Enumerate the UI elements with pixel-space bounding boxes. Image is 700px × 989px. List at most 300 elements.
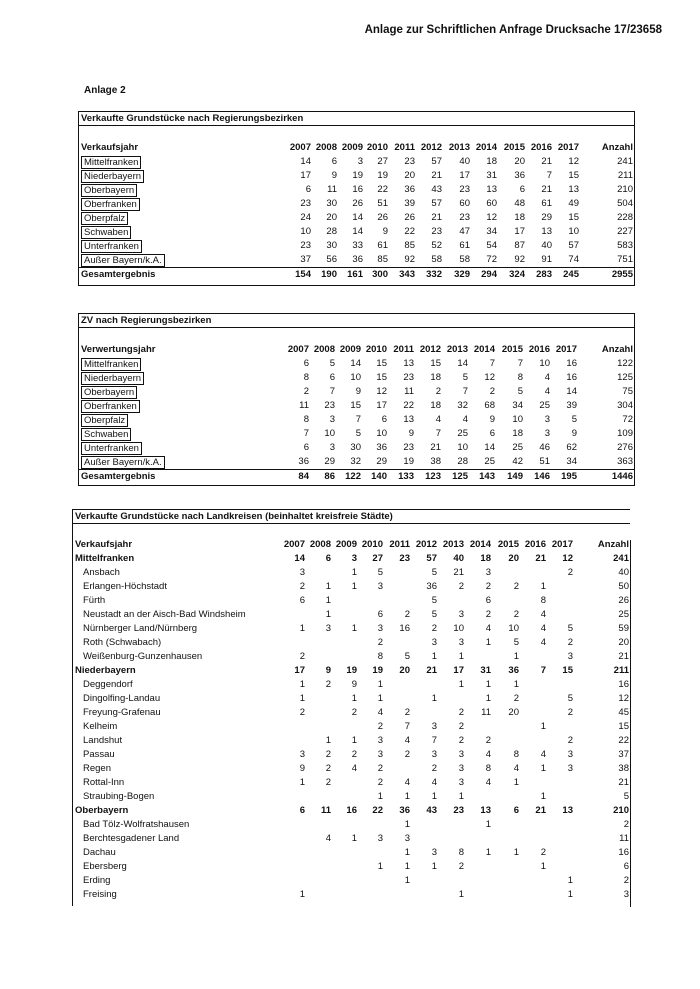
value-cell: 3	[458, 777, 464, 788]
value-cell: 2	[377, 763, 383, 774]
total-header: Anzahl	[601, 142, 633, 153]
value-cell: 14	[484, 442, 495, 453]
value-cell: 18	[480, 553, 491, 564]
value-cell: 1	[513, 777, 519, 788]
value-cell: 23	[404, 156, 415, 167]
value-cell: 25	[512, 442, 523, 453]
value-cell: 154	[295, 269, 311, 280]
value-cell: 329	[454, 269, 470, 280]
value-cell: 18	[486, 156, 497, 167]
value-cell: 20	[508, 553, 519, 564]
value-cell: 17	[294, 665, 305, 676]
value-cell: 39	[566, 400, 577, 411]
table-row	[79, 413, 634, 427]
value-cell: 15	[430, 358, 441, 369]
table-row	[79, 371, 634, 385]
row-label: Oberbayern	[81, 386, 137, 399]
year-header: 2016	[524, 539, 546, 550]
value-cell: 10	[300, 226, 311, 237]
value-cell: 11	[299, 400, 309, 411]
value-cell: 46	[539, 442, 550, 453]
value-cell: 1	[431, 693, 437, 704]
value-cell: 4	[404, 735, 410, 746]
value-cell: 149	[507, 471, 523, 482]
year-header: 2013	[448, 142, 470, 153]
value-cell: 3	[377, 581, 383, 592]
value-cell: 1	[404, 819, 410, 830]
value-cell: 343	[399, 269, 415, 280]
value-cell: 3	[299, 567, 305, 578]
value-cell: 2	[458, 707, 464, 718]
value-cell: 1	[351, 833, 357, 844]
value-cell: 9	[331, 170, 337, 181]
value-cell: 14	[350, 358, 361, 369]
value-cell: 18	[430, 372, 441, 383]
year-header: 2017	[551, 539, 573, 550]
year-header: 2011	[393, 344, 414, 355]
value-cell: 34	[566, 456, 577, 467]
total-cell: 228	[617, 212, 633, 223]
value-cell: 2	[351, 749, 357, 760]
value-cell: 16	[346, 805, 357, 816]
row-label: Kelheim	[83, 721, 118, 732]
total-cell: 12	[618, 693, 629, 704]
value-cell: 20	[326, 212, 337, 223]
row-label: Regen	[83, 763, 111, 774]
value-cell: 43	[426, 805, 437, 816]
value-cell: 32	[457, 400, 468, 411]
total-cell: 21	[618, 651, 629, 662]
value-cell: 300	[372, 269, 388, 280]
value-cell: 57	[426, 553, 437, 564]
table-row	[73, 552, 630, 566]
value-cell: 36	[426, 581, 437, 592]
value-cell: 38	[430, 456, 441, 467]
row-label: Schwaben	[81, 428, 131, 441]
row-label: Ebersberg	[83, 861, 127, 872]
value-cell: 3	[377, 749, 383, 760]
value-cell: 20	[514, 156, 525, 167]
value-cell: 60	[486, 198, 497, 209]
value-cell: 19	[377, 170, 388, 181]
value-cell: 57	[431, 156, 442, 167]
total-cell: 125	[617, 372, 633, 383]
value-cell: 3	[299, 749, 305, 760]
value-cell: 1	[404, 875, 410, 886]
value-cell: 1	[485, 637, 491, 648]
value-cell: 3	[431, 637, 437, 648]
value-cell: 3	[325, 623, 331, 634]
value-cell: 25	[457, 428, 468, 439]
spacer	[79, 328, 634, 343]
total-cell: 122	[617, 358, 633, 369]
total-cell: 2	[623, 819, 629, 830]
value-cell: 324	[509, 269, 525, 280]
value-cell: 10	[376, 428, 387, 439]
table-row	[79, 197, 634, 211]
row-label: Oberbayern	[75, 805, 129, 816]
value-cell: 7	[517, 358, 523, 369]
value-cell: 1	[431, 861, 437, 872]
total-cell: 25	[618, 609, 629, 620]
value-cell: 34	[486, 226, 497, 237]
year-header: 2014	[469, 539, 491, 550]
value-cell: 15	[350, 400, 361, 411]
value-cell: 2	[351, 707, 357, 718]
value-cell: 1	[404, 847, 410, 858]
value-cell: 34	[512, 400, 523, 411]
row-label: Niederbayern	[75, 665, 136, 676]
value-cell: 9	[299, 763, 305, 774]
table-row	[73, 776, 630, 790]
value-cell: 5	[571, 414, 577, 425]
row-label: Außer Bayern/k.A.	[81, 456, 165, 469]
value-cell: 6	[299, 805, 305, 816]
value-cell: 13	[541, 226, 552, 237]
value-cell: 161	[347, 269, 363, 280]
value-cell: 5	[431, 609, 437, 620]
value-cell: 27	[377, 156, 388, 167]
value-cell: 56	[326, 254, 337, 265]
value-cell: 1	[351, 567, 357, 578]
value-cell: 3	[377, 833, 383, 844]
table-row	[73, 734, 630, 748]
value-cell: 40	[459, 156, 470, 167]
row-label: Außer Bayern/k.A.	[81, 254, 165, 267]
value-cell: 294	[481, 269, 497, 280]
value-cell: 36	[352, 254, 363, 265]
value-cell: 6	[325, 553, 331, 564]
year-header: 2009	[335, 539, 357, 550]
value-cell: 1	[299, 693, 305, 704]
value-cell: 17	[300, 170, 311, 181]
value-cell: 10	[568, 226, 579, 237]
table-row	[73, 818, 630, 832]
value-cell: 146	[534, 471, 550, 482]
value-cell: 13	[486, 184, 497, 195]
row-label: Ansbach	[83, 567, 120, 578]
table-row	[79, 155, 634, 169]
total-cell: 2955	[611, 269, 633, 280]
value-cell: 3	[567, 763, 573, 774]
table-row	[73, 860, 630, 874]
table-row	[79, 253, 634, 267]
value-cell: 30	[326, 240, 337, 251]
value-cell: 3	[377, 735, 383, 746]
row-label: Neustadt an der Aisch-Bad Windsheim	[83, 609, 246, 620]
value-cell: 4	[431, 777, 437, 788]
value-cell: 1	[540, 791, 546, 802]
total-cell: 72	[622, 414, 633, 425]
value-cell: 2	[299, 581, 305, 592]
total-cell: 751	[617, 254, 633, 265]
value-cell: 17	[453, 665, 464, 676]
total-cell: 21	[618, 777, 629, 788]
attachment-label: Anlage 2	[84, 85, 126, 96]
value-cell: 86	[324, 471, 335, 482]
row-header-label: Verwertungsjahr	[81, 344, 156, 355]
value-cell: 2	[299, 707, 305, 718]
value-cell: 36	[298, 456, 309, 467]
value-cell: 36	[508, 665, 519, 676]
value-cell: 23	[403, 442, 414, 453]
value-cell: 1	[431, 791, 437, 802]
value-cell: 4	[325, 833, 331, 844]
value-cell: 23	[403, 372, 414, 383]
value-cell: 51	[539, 456, 550, 467]
table-row	[73, 762, 630, 776]
value-cell: 13	[403, 414, 414, 425]
value-cell: 25	[539, 400, 550, 411]
total-cell: 6	[623, 861, 629, 872]
value-cell: 18	[514, 212, 525, 223]
year-header: 2012	[420, 142, 442, 153]
value-cell: 8	[485, 763, 491, 774]
value-cell: 24	[300, 212, 311, 223]
value-cell: 2	[325, 763, 331, 774]
row-label: Nürnberger Land/Nürnberg	[83, 623, 198, 634]
value-cell: 1	[431, 651, 437, 662]
value-cell: 1	[567, 889, 573, 900]
value-cell: 21	[541, 184, 552, 195]
value-cell: 26	[404, 212, 415, 223]
value-cell: 8	[517, 372, 523, 383]
total-cell: 59	[618, 623, 629, 634]
value-cell: 22	[377, 184, 388, 195]
table-row	[73, 650, 630, 664]
value-cell: 36	[514, 170, 525, 181]
row-label: Freyung-Grafenau	[83, 707, 161, 718]
value-cell: 7	[489, 358, 495, 369]
value-cell: 6	[381, 414, 387, 425]
total-cell: 304	[617, 400, 633, 411]
value-cell: 5	[431, 595, 437, 606]
value-cell: 23	[459, 184, 470, 195]
value-cell: 4	[404, 777, 410, 788]
total-cell: 15	[618, 721, 629, 732]
value-cell: 4	[544, 386, 550, 397]
value-cell: 8	[513, 749, 519, 760]
value-cell: 14	[566, 386, 577, 397]
value-cell: 21	[431, 212, 442, 223]
value-cell: 6	[299, 595, 305, 606]
value-cell: 4	[462, 414, 468, 425]
table-row	[73, 664, 630, 678]
value-cell: 2	[485, 609, 491, 620]
table-row	[73, 594, 630, 608]
value-cell: 7	[355, 414, 361, 425]
value-cell: 2	[513, 581, 519, 592]
value-cell: 16	[399, 623, 410, 634]
value-cell: 332	[426, 269, 442, 280]
value-cell: 7	[431, 735, 437, 746]
value-cell: 1	[299, 679, 305, 690]
value-cell: 72	[486, 254, 497, 265]
value-cell: 15	[376, 372, 387, 383]
value-cell: 15	[568, 212, 579, 223]
value-cell: 2	[404, 609, 410, 620]
total-cell: 20	[618, 637, 629, 648]
row-label: Niederbayern	[81, 372, 144, 385]
value-cell: 1	[485, 679, 491, 690]
value-cell: 43	[431, 184, 442, 195]
spacer	[79, 126, 634, 141]
table-row	[79, 169, 634, 183]
value-cell: 47	[459, 226, 470, 237]
value-cell: 58	[459, 254, 470, 265]
value-cell: 2	[325, 777, 331, 788]
value-cell: 1	[351, 623, 357, 634]
value-cell: 23	[399, 553, 410, 564]
value-cell: 143	[479, 471, 495, 482]
row-label: Bad Tölz-Wolfratshausen	[83, 819, 190, 830]
value-cell: 23	[459, 212, 470, 223]
value-cell: 1	[377, 861, 383, 872]
value-cell: 7	[404, 721, 410, 732]
value-cell: 3	[329, 442, 335, 453]
value-cell: 1	[513, 847, 519, 858]
row-label: Mittelfranken	[81, 358, 141, 371]
value-cell: 3	[458, 749, 464, 760]
value-cell: 5	[355, 428, 361, 439]
table-row	[79, 455, 634, 469]
total-cell: 22	[618, 735, 629, 746]
value-cell: 190	[321, 269, 337, 280]
value-cell: 5	[567, 693, 573, 704]
value-cell: 40	[541, 240, 552, 251]
value-cell: 31	[486, 170, 497, 181]
value-cell: 2	[567, 735, 573, 746]
table-row	[73, 846, 630, 860]
value-cell: 85	[377, 254, 388, 265]
row-label: Freising	[83, 889, 117, 900]
row-label: Rottal-Inn	[83, 777, 125, 788]
year-header: 2015	[501, 344, 523, 355]
value-cell: 2	[431, 763, 437, 774]
value-cell: 1	[458, 651, 464, 662]
value-cell: 2	[540, 847, 546, 858]
value-cell: 19	[352, 170, 363, 181]
total-cell: 210	[613, 805, 629, 816]
value-cell: 1	[513, 651, 519, 662]
value-cell: 1	[458, 791, 464, 802]
value-cell: 3	[544, 414, 550, 425]
value-cell: 84	[298, 471, 309, 482]
row-label: Oberfranken	[81, 198, 140, 211]
value-cell: 10	[508, 623, 519, 634]
total-cell: 45	[618, 707, 629, 718]
value-cell: 13	[568, 184, 579, 195]
row-label: Oberpfalz	[81, 212, 128, 225]
value-cell: 1	[458, 889, 464, 900]
value-cell: 2	[435, 386, 441, 397]
value-cell: 1	[325, 595, 331, 606]
row-label: Erlangen-Höchstadt	[83, 581, 167, 592]
value-cell: 61	[377, 240, 388, 251]
value-cell: 1	[540, 763, 546, 774]
total-cell: 37	[618, 749, 629, 760]
row-label: Unterfranken	[81, 442, 142, 455]
table-row	[73, 692, 630, 706]
value-cell: 18	[430, 400, 441, 411]
document-header: Anlage zur Schriftlichen Anfrage Drucksache 17/23658	[364, 24, 662, 36]
value-cell: 13	[403, 358, 414, 369]
row-header-label: Verkaufsjahr	[81, 142, 139, 153]
total-cell: 1446	[611, 471, 633, 482]
value-cell: 6	[303, 358, 309, 369]
value-cell: 11	[481, 707, 491, 718]
row-label: Dingolfing-Landau	[83, 693, 161, 704]
table-row	[73, 608, 630, 622]
value-cell: 28	[457, 456, 468, 467]
value-cell: 42	[512, 456, 523, 467]
value-cell: 23	[431, 226, 442, 237]
value-cell: 20	[404, 170, 415, 181]
value-cell: 28	[326, 226, 337, 237]
value-cell: 23	[300, 240, 311, 251]
value-cell: 125	[452, 471, 468, 482]
row-label: Roth (Schwabach)	[83, 637, 162, 648]
value-cell: 11	[327, 184, 337, 195]
value-cell: 2	[567, 567, 573, 578]
value-cell: 1	[377, 693, 383, 704]
table-regierungsbezirke-verkauf	[78, 111, 635, 286]
table-row	[73, 832, 630, 846]
table-row	[79, 427, 634, 441]
table-landkreise-verkauf	[72, 509, 630, 906]
value-cell: 92	[404, 254, 415, 265]
value-cell: 32	[350, 456, 361, 467]
value-cell: 1	[351, 581, 357, 592]
value-cell: 62	[566, 442, 577, 453]
row-label: Gesamtergebnis	[81, 471, 156, 482]
year-header: 2014	[473, 344, 495, 355]
year-header: 2017	[555, 344, 577, 355]
value-cell: 1	[567, 875, 573, 886]
value-cell: 1	[513, 679, 519, 690]
value-cell: 4	[485, 777, 491, 788]
value-cell: 23	[453, 805, 464, 816]
table-row	[73, 790, 630, 804]
value-cell: 11	[320, 805, 331, 816]
row-header-label: Verkaufsjahr	[75, 539, 133, 550]
value-cell: 60	[459, 198, 470, 209]
table-header-row	[79, 141, 634, 155]
value-cell: 7	[435, 428, 441, 439]
value-cell: 29	[324, 456, 335, 467]
value-cell: 1	[377, 791, 383, 802]
value-cell: 1	[325, 581, 331, 592]
table-title: ZV nach Regierungsbezirken	[79, 314, 634, 328]
year-header: 2014	[475, 142, 497, 153]
value-cell: 3	[485, 567, 491, 578]
value-cell: 1	[540, 721, 546, 732]
year-header: 2012	[419, 344, 441, 355]
row-label: Berchtesgadener Land	[83, 833, 180, 844]
value-cell: 5	[404, 651, 410, 662]
value-cell: 3	[351, 553, 357, 564]
value-cell: 15	[562, 665, 573, 676]
year-header: 2015	[503, 142, 525, 153]
table-row	[73, 566, 630, 580]
value-cell: 14	[457, 358, 468, 369]
value-cell: 2	[377, 637, 383, 648]
value-cell: 1	[377, 679, 383, 690]
year-header: 2007	[283, 539, 305, 550]
value-cell: 4	[485, 623, 491, 634]
total-cell: 38	[618, 763, 629, 774]
value-cell: 3	[458, 763, 464, 774]
